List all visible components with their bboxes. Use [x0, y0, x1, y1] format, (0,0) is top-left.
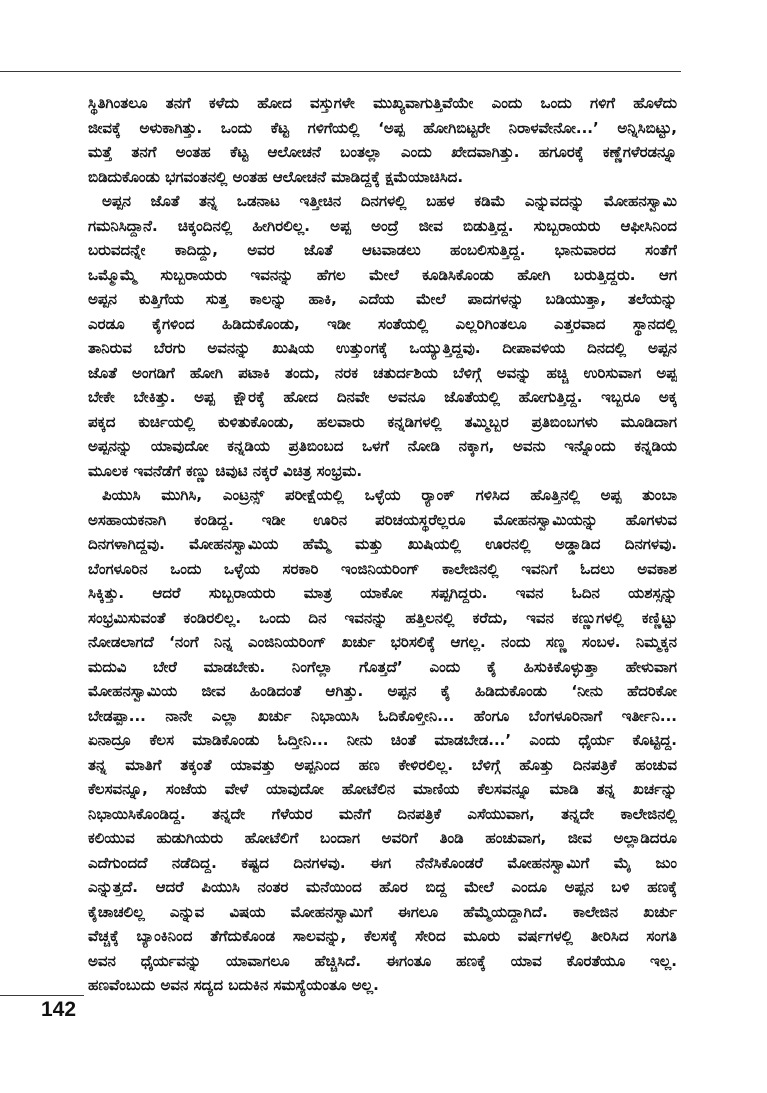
text-line: ಮತ್ತೆ ತನಗೆ ಅಂತಹ ಕೆಟ್ಟ ಆಲೋಚನೆ ಬಂತಲ್ಲಾ ಎಂದು ಖೇದವಾಗಿತ್ತು. ಹಗೂರಕ್ಕೆ ಕಣ್ಣೆಗಳೆರಡನ್ನೂ: [88, 143, 677, 161]
text-line: ಕಲಿಯುವ ಹುಡುಗಿಯರು ಹೋಟೆಲಿಗೆ ಬಂದಾಗ ಅವರಿಗೆ ತಿಂಡಿ ಹಂಚುವಾಗ, ಜೀವ ಅಲ್ಲಾಡಿದರೂ: [88, 829, 677, 847]
text-line: ಬಿಡಿದುಕೊಂಡು ಭಗವಂತನಲ್ಲಿ ಅಂತಹ ಆಲೋಚನೆ ಮಾಡಿದ್ದಕ್ಕೆ ಕ್ಷಮೆಯಾಚಿಸಿದ.: [88, 167, 464, 186]
text-line: ಬೇಕೇ ಬೇಕಿತ್ತು. ಅಪ್ಪ ಕ್ಷೌರಕ್ಕೆ ಹೋದ ದಿನವೇ ಅವನೂ ಜೊತೆಯಲ್ಲಿ ಹೋಗುತ್ತಿದ್ದ. ಇಬ್ಬರೂ ಅಕ್ಕ: [88, 388, 677, 406]
text-line: ತಾನಿರುವ ಬೆರಗು ಅವನನ್ನು ಖುಷಿಯ ಉತ್ತುಂಗಕ್ಕೆ ಒಯ್ಯುತ್ತಿದ್ದವು. ದೀಪಾವಳಿಯ ದಿನದಲ್ಲಿ ಅಪ್ಪನ: [88, 339, 677, 357]
page-number: 142: [41, 998, 77, 1021]
text-line: ಹಣವೆಂಬುದು ಅವನ ಸದ್ಯದ ಬದುಕಿನ ಸಮಸ್ಯೆಯಂತೂ ಅಲ್ಲ.: [88, 976, 379, 994]
text-line: ಕೆಲಸವನ್ನೂ, ಸಂಜೆಯ ವೇಳೆ ಯಾವುದೋ ಹೋಟೆಲಿನ ಮಾಣಿಯ ಕೆಲಸವನ್ನೂ ಮಾಡಿ ತನ್ನ ಖರ್ಚನ್ನು: [88, 780, 677, 798]
text-line: ಎದೆಗುಂದದೆ ನಡೆದಿದ್ದ. ಕಷ್ಟದ ದಿನಗಳವು. ಈಗ ನೆನೆಸಿಕೊಂಡರೆ ಮೋಹನಸ್ವಾಮಿಗೆ ಮೈ ಜುಂ: [88, 853, 677, 872]
text-line: ಮೋಹನಸ್ವಾಮಿಯ ಜೀವ ಹಿಂಡಿದಂತೆ ಆಗಿತ್ತು. ಅಪ್ಪನ ಕೈ ಹಿಡಿದುಕೊಂಡು ‘ನೀನು ಹೆದರಿಕೋ: [88, 682, 677, 700]
text-line: ಏನಾದ್ರೂ ಕೆಲಸ ಮಾಡಿಕೊಂಡು ಓದ್ತೀನಿ... ನೀನು ಚಿಂತೆ ಮಾಡಬೇಡ...’ ಎಂದು ಧೈರ್ಯ ಕೊಟ್ಟಿದ್ದ.: [88, 731, 677, 749]
text-line: ನಿಭಾಯಿಸಿಕೊಂಡಿದ್ದ. ತನ್ನದೇ ಗೆಳೆಯರ ಮನೆಗೆ ದಿನಪತ್ರಿಕೆ ಎಸೆಯುವಾಗ, ತನ್ನದೇ ಕಾಲೇಜಿನಲ್ಲಿ: [88, 804, 677, 823]
text-line: ಅಪ್ಪನ ಕುತ್ತಿಗೆಯ ಸುತ್ತ ಕಾಲನ್ನು ಹಾಕಿ, ಎದೆಯ ಮೇಲೆ ಪಾದಗಳನ್ನು ಬಡಿಯುತ್ತಾ, ತಲೆಯನ್ನು: [88, 290, 677, 308]
text-line: ಪಿಯುಸಿ ಮುಗಿಸಿ, ಎಂಟ್ರನ್ಸ್ ಪರೀಕ್ಷೆಯಲ್ಲಿ ಒಳ್ಳೆಯ ರ‍್ಯಾಂಕ್ ಗಳಿಸಿದ ಹೊತ್ತಿನಲ್ಲಿ ಅಪ್ಪ ತುಂಬಾ: [102, 486, 677, 504]
text-line: ಅಪ್ಪನ ಜೊತೆ ತನ್ನ ಒಡನಾಟ ಇತ್ತೀಚಿನ ದಿನಗಳಲ್ಲಿ ಬಹಳ ಕಡಿಮೆ ಎನ್ನುವದನ್ನು ಮೋಹನಸ್ವಾಮಿ: [102, 192, 677, 210]
text-line: ಸಿಕ್ಕಿತ್ತು. ಆದರೆ ಸುಬ್ಬರಾಯರು ಮಾತ್ರ ಯಾಕೋ ಸಪ್ಪಗಿದ್ದರು. ಇವನ ಓದಿನ ಯಶಸ್ಸನ್ನು: [88, 584, 677, 602]
text-line: ಎನ್ನುತ್ತದೆ. ಆದರೆ ಪಿಯುಸಿ ನಂತರ ಮನೆಯಿಂದ ಹೊರ ಬಿದ್ದ ಮೇಲೆ ಎಂದೂ ಅಪ್ಪನ ಬಳಿ ಹಣಕ್ಕೆ: [88, 878, 677, 896]
text-line: ಜೀವಕ್ಕೆ ಅಳುಕಾಗಿತ್ತು. ಒಂದು ಕೆಟ್ಟ ಗಳಿಗೆಯಲ್ಲಿ ‘ಅಪ್ಪ ಹೋಗಿಬಿಟ್ಟರೇ ನಿರಾಳವೇನೋ...’ ಅನ್ನಿಸಿಬಿಟ್ಟು,: [88, 118, 677, 137]
text-line: ತನ್ನ ಮಾತಿಗೆ ತಕ್ಕಂತೆ ಯಾವತ್ತು ಅಪ್ಪನಿಂದ ಹಣ ಕೇಳಿರಲಿಲ್ಲ. ಬೆಳಿಗ್ಗೆ ಹೊತ್ತು ದಿನಪತ್ರಿಕೆ ಹಂಚುವ: [88, 755, 677, 774]
paragraph: [88, 483, 677, 998]
text-line: ದಿನಗಳಾಗಿದ್ದವು. ಮೋಹನಸ್ವಾಮಿಯ ಹೆಮ್ಮೆ ಮತ್ತು ಖುಷಿಯಲ್ಲಿ ಊರನಲ್ಲಿ ಅಡ್ಡಾಡಿದ ದಿನಗಳವು.: [88, 535, 677, 553]
footer-rule: [0, 995, 84, 996]
text-line: ಅಸಹಾಯಕನಾಗಿ ಕಂಡಿದ್ದ. ಇಡೀ ಊರಿನ ಪರಿಚಯಸ್ಥರೆಲ್ಲರೂ ಮೋಹನಸ್ವಾಮಿಯನ್ನು ಹೊಗಳುವ: [88, 510, 677, 529]
paragraph: [88, 91, 677, 189]
text-line: ಬರುವದನ್ನೇ ಕಾದಿದ್ದು, ಅವರ ಜೊತೆ ಆಟವಾಡಲು ಹಂಬಲಿಸುತ್ತಿದ್ದ. ಭಾನುವಾರದ ಸಂತೆಗೆ: [88, 241, 677, 259]
text-line: ನೋಡಲಾಗದೆ ‘ನಂಗೆ ನಿನ್ನ ಎಂಜಿನಿಯರಿಂಗ್ ಖರ್ಚು ಭರಿಸಲಿಕ್ಕೆ ಆಗಲ್ಲ. ನಂದು ಸಣ್ಣ ಸಂಬಳ. ನಿಮ್ಮಕ್ಕನ: [88, 633, 677, 651]
text-line: ಬೇಡಪ್ಪಾ... ನಾನೇ ಎಲ್ಲಾ ಖರ್ಚು ನಿಭಾಯಿಸಿ ಓದಿಕೊಳ್ತೀನಿ... ಹೆಂಗೂ ಬೆಂಗಳೂರಿನಾಗೆ ಇರ್ತೀನಿ...: [88, 706, 677, 725]
text-line: ಜೊತೆ ಅಂಗಡಿಗೆ ಹೋಗಿ ಪಟಾಕಿ ತಂದು, ನರಕ ಚತುರ್ದಶಿಯ ಬೆಳಿಗ್ಗೆ ಅವನ್ನು ಹಚ್ಚಿ ಉರಿಸುವಾಗ ಅಪ್ಪ: [88, 363, 677, 382]
header-rule: [0, 71, 681, 72]
text-line: ಗಮನಿಸಿದ್ದಾನೆ. ಚಿಕ್ಕಂದಿನಲ್ಲಿ ಹೀಗಿರಲಿಲ್ಲ. ಅಪ್ಪ ಅಂದ್ರೆ ಜೀವ ಬಿಡುತ್ತಿದ್ದ. ಸುಬ್ಬರಾಯರು ಆಫೀಸಿನಿಂದ: [88, 216, 677, 235]
text-line: ಸಂಭ್ರಮಿಸುವಂತೆ ಕಂಡಿರಲಿಲ್ಲ. ಒಂದು ದಿನ ಇವನನ್ನು ಹತ್ತಿಲನಲ್ಲಿ ಕರೆದು, ಇವನ ಕಣ್ಣುಗಳಲ್ಲಿ ಕಣ್ಣಿಟ್ಟು: [88, 608, 677, 627]
text-line: ಮದುವಿ ಬೇರೆ ಮಾಡಬೇಕು. ನಿಂಗೆಲ್ಲಾ ಗೊತ್ತದೆ’ ಎಂದು ಕೈ ಹಿಸುಕಿಕೊಳ್ಳುತ್ತಾ ಹೇಳುವಾಗ: [88, 657, 677, 676]
text-line: ಮೂಲಕ ಇವನೆಡೆಗೆ ಕಣ್ಣು ಚಿವುಟಿ ನಕ್ಕರೆ ವಿಚಿತ್ರ ಸಂಭ್ರಮ.: [88, 461, 363, 480]
text-line: ಒಮ್ಮೊಮ್ಮೆ ಸುಬ್ಬರಾಯರು ಇವನನ್ನು ಹೆಗಲ ಮೇಲೆ ಕೂಡಿಸಿಕೊಂಡು ಹೋಗಿ ಬರುತ್ತಿದ್ದರು. ಆಗ: [88, 265, 677, 284]
text-line: ಕೈಚಾಚಲಿಲ್ಲ ಎನ್ನುವ ವಿಷಯ ಮೋಹನಸ್ವಾಮಿಗೆ ಈಗಲೂ ಹೆಮ್ಮೆಯದ್ದಾಗಿದೆ. ಕಾಲೇಜಿನ ಖರ್ಚು: [88, 902, 677, 921]
text-line: ಅಪ್ಪನನ್ನು ಯಾವುದೋ ಕನ್ನಡಿಯ ಪ್ರತಿಬಿಂಬದ ಒಳಗೆ ನೋಡಿ ನಕ್ಕಾಗ, ಅವನು ಇನ್ನೊಂದು ಕನ್ನಡಿಯ: [88, 437, 677, 455]
text-line: ವೆಚ್ಚಕ್ಕೆ ಬ್ಯಾಂಕಿನಿಂದ ತೆಗೆದುಕೊಂಡ ಸಾಲವನ್ನು, ಕೆಲಸಕ್ಕೆ ಸೇರಿದ ಮೂರು ವರ್ಷಗಳಲ್ಲಿ ತೀರಿಸಿದ ಸಂಗತಿ: [88, 927, 677, 945]
text-line: ಪಕ್ಕದ ಕುರ್ಚಿಯಲ್ಲಿ ಕುಳಿತುಕೊಂಡು, ಹಲವಾರು ಕನ್ನಡಿಗಳಲ್ಲಿ ತಮ್ಮಿಬ್ಬರ ಪ್ರತಿಬಿಂಬಗಳು ಮೂಡಿದಾಗ: [88, 412, 677, 431]
text-line: ಬೆಂಗಳೂರಿನ ಒಂದು ಒಳ್ಳೆಯ ಸರಕಾರಿ ಇಂಜಿನಿಯರಿಂಗ್ ಕಾಲೇಜಿನಲ್ಲಿ ಇವನಿಗೆ ಓದಲು ಅವಕಾಶ: [88, 559, 677, 578]
paragraph: [88, 189, 677, 483]
text-line: ಎರಡೂ ಕೈಗಳಿಂದ ಹಿಡಿದುಕೊಂಡು, ಇಡೀ ಸಂತೆಯಲ್ಲಿ ಎಲ್ಲರಿಗಿಂತಲೂ ಎತ್ತರವಾದ ಸ್ಥಾನದಲ್ಲಿ: [88, 314, 677, 333]
text-line: ಅವನ ಧೈರ್ಯವನ್ನು ಯಾವಾಗಲೂ ಹೆಚ್ಚಿಸಿದೆ. ಈಗಂತೂ ಹಣಕ್ಕೆ ಯಾವ ಕೊರತೆಯೂ ಇಲ್ಲ.: [88, 951, 677, 970]
text-line: ಸ್ಥಿತಿಗಿಂತಲೂ ತನಗೆ ಕಳೆದು ಹೋದ ವಸ್ತುಗಳೇ ಮುಖ್ಯವಾಗುತ್ತಿವೆಯೇ ಎಂದು ಒಂದು ಗಳಿಗೆ ಹೊಳೆದು: [88, 94, 677, 112]
body-text: [88, 91, 677, 998]
